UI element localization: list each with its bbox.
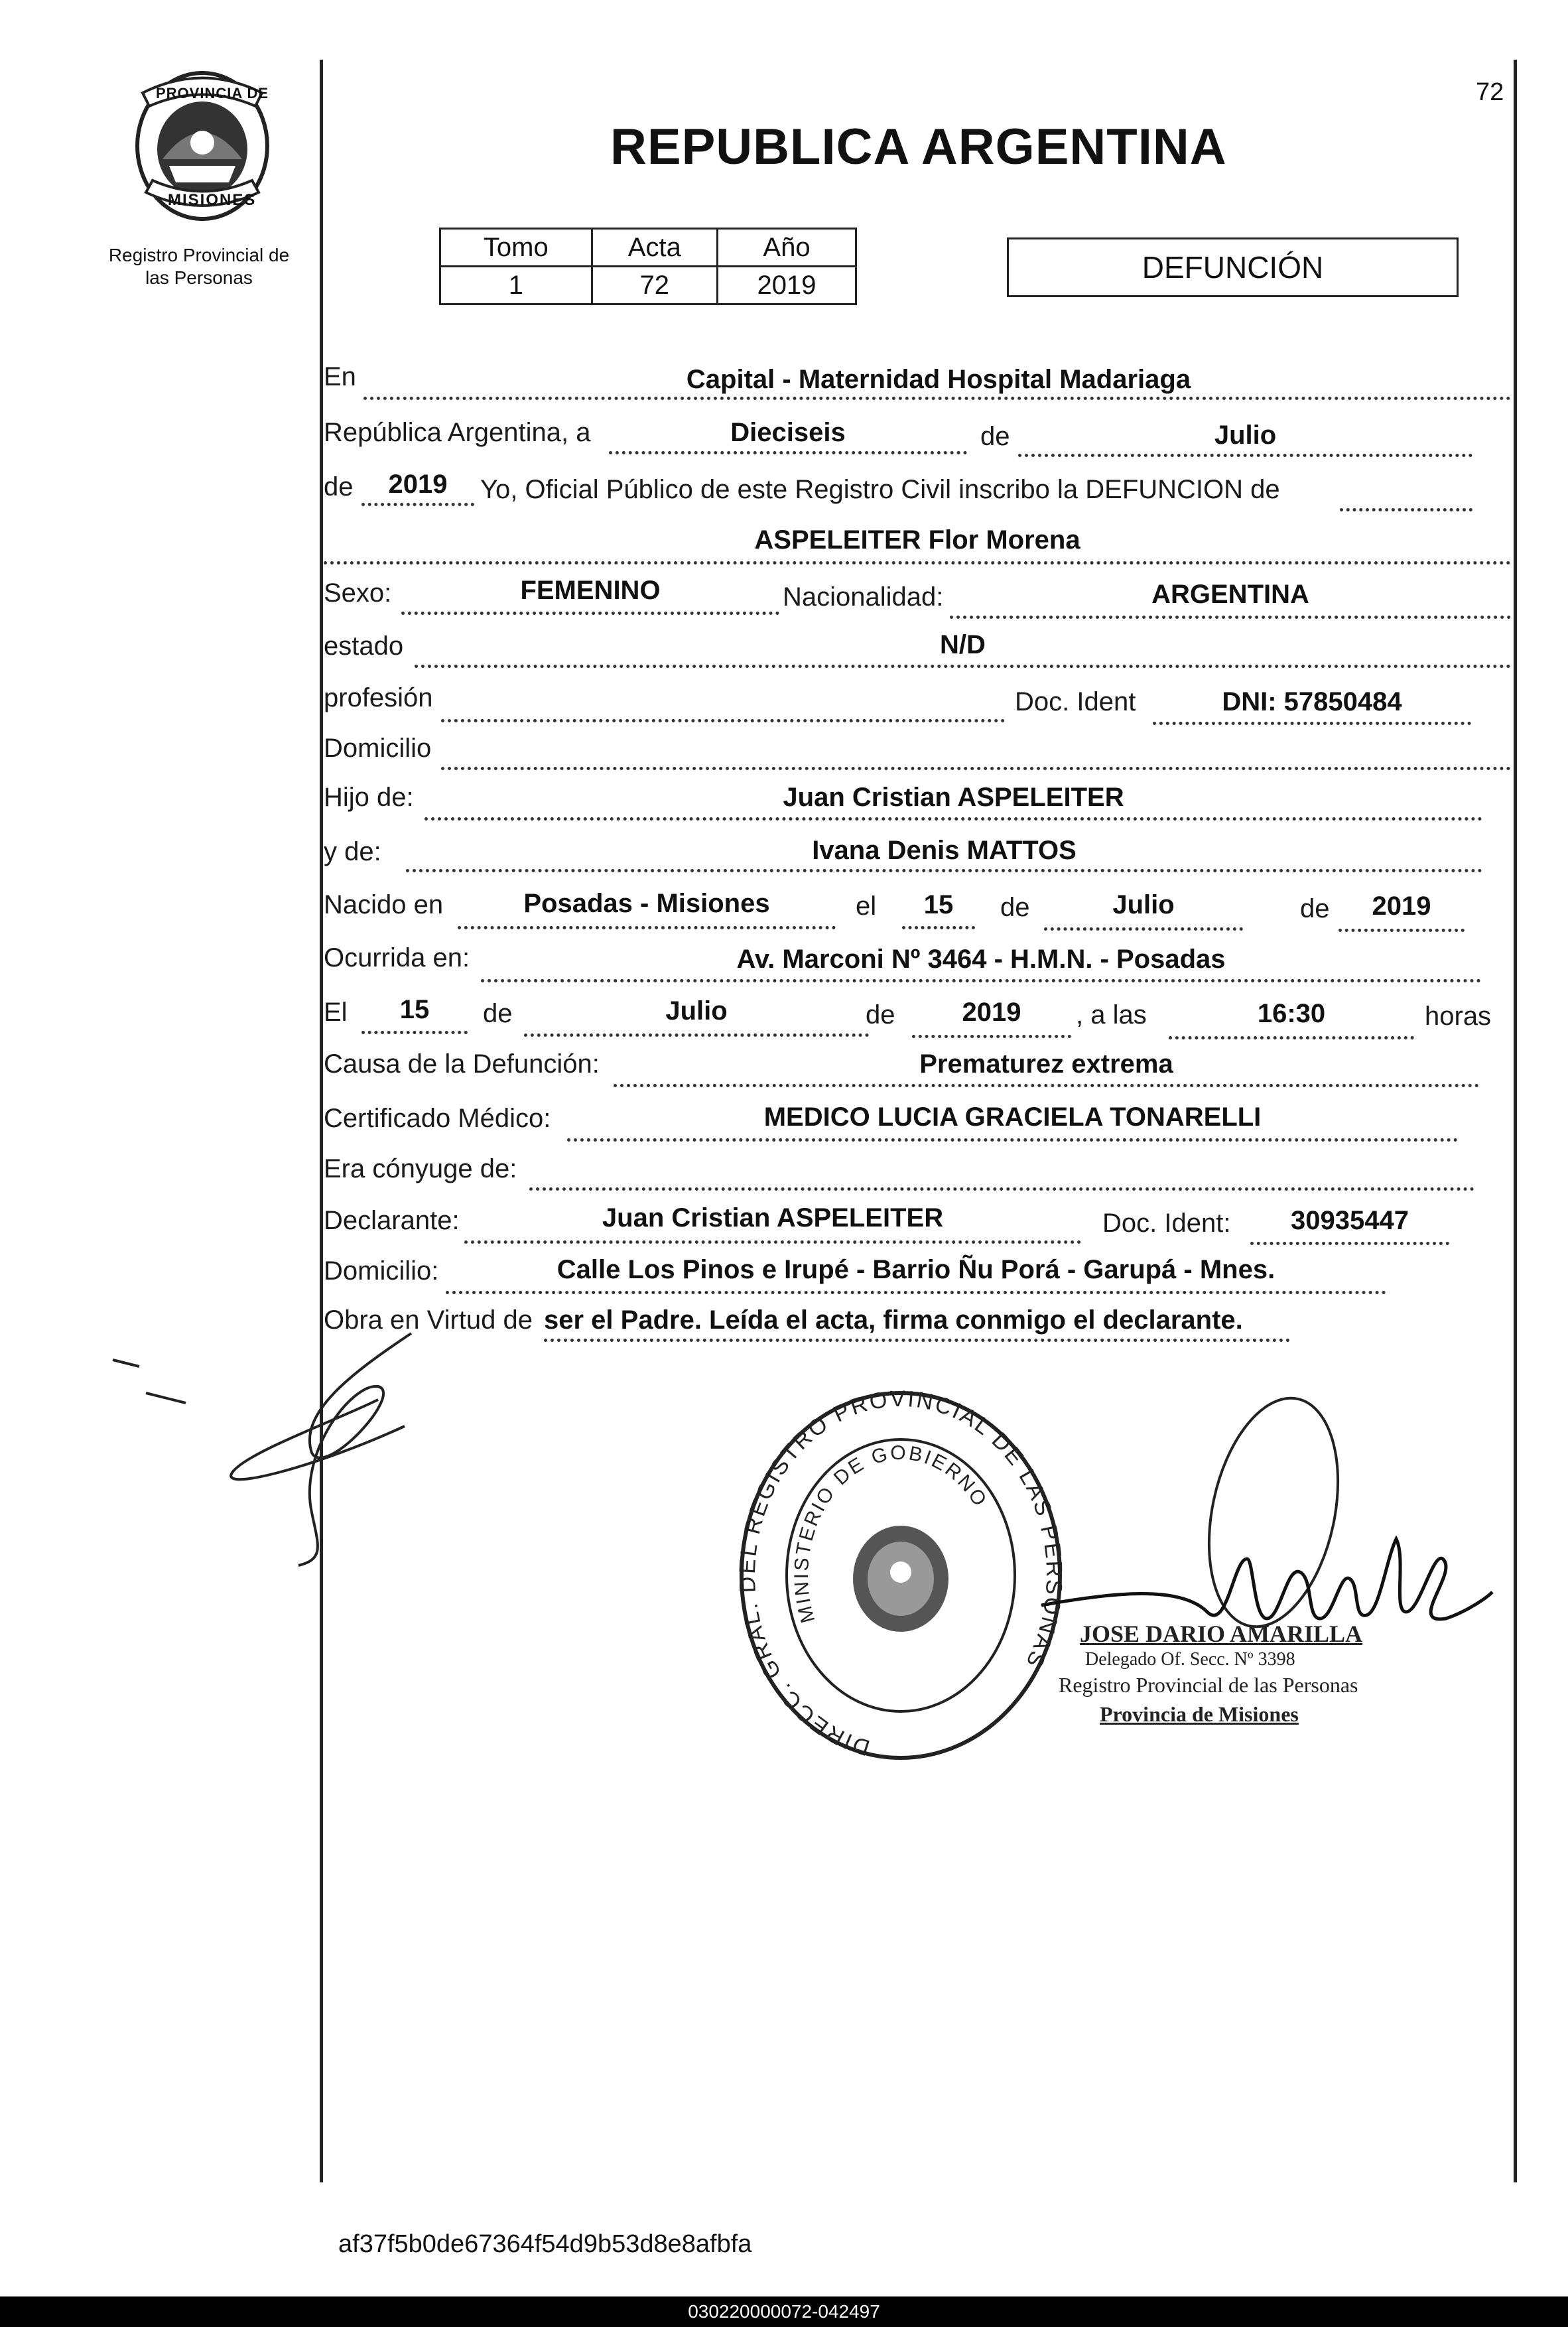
nac-dia-dots — [902, 926, 975, 929]
seal-outer-text: DIRECC. GRAL. DEL REGISTRO PROVINCIAL DE LAS PERSONAS — [735, 1390, 1067, 1761]
profesion-label: profesión — [324, 683, 433, 712]
domicilio-dots — [441, 767, 1511, 770]
anio-value: 2019 — [388, 470, 448, 499]
domicilio-label: Domicilio — [324, 734, 432, 763]
declarante-label: Declarante: — [324, 1206, 460, 1235]
en-label: En — [324, 362, 356, 391]
hora-value: 16:30 — [1257, 999, 1326, 1028]
ocurrida-label: Ocurrida en: — [324, 943, 470, 972]
horas-label: horas — [1425, 1002, 1492, 1031]
right-margin-line — [1514, 60, 1517, 2182]
conyuge-label: Era cónyuge de: — [324, 1154, 517, 1183]
record-type-label: DEFUNCIÓN — [1142, 250, 1324, 285]
page-number: 72 — [1476, 78, 1504, 106]
declarante-dots — [464, 1240, 1081, 1244]
registry-name — [86, 244, 312, 289]
de2-label: de — [324, 472, 354, 501]
fall-mes-dots — [524, 1033, 869, 1037]
yde-dots — [406, 869, 1482, 872]
conyuge-dots — [529, 1187, 1474, 1191]
certificado-label: Certificado Médico: — [324, 1104, 551, 1133]
yo-dots — [1340, 508, 1472, 511]
doc-ident2-label: Doc. Ident: — [1102, 1209, 1231, 1238]
causa-dots — [614, 1084, 1479, 1087]
en-dots — [363, 397, 1511, 400]
el2-label: El — [324, 998, 348, 1027]
logo-bottom-text: MISIONES — [168, 191, 257, 209]
nacionalidad-value: ARGENTINA — [1151, 580, 1309, 609]
dia-value: Dieciseis — [730, 418, 846, 447]
reference-table-value-row — [440, 267, 856, 304]
nombre-dots — [324, 561, 1511, 565]
official-registry: Registro Provincial de las Personas — [1059, 1673, 1358, 1697]
fall-mes-value: Julio — [665, 996, 728, 1026]
yo-text: Yo, Oficial Público de este Registro Civil inscribo la DEFUNCION de — [480, 475, 1280, 504]
yde-value: Ivana Denis MATTOS — [812, 836, 1077, 865]
nacido-label: Nacido en — [324, 890, 444, 919]
registry-line-2: las Personas — [145, 267, 253, 288]
nac-anio-dots — [1339, 929, 1465, 932]
fall-dia-dots — [361, 1031, 468, 1034]
nacionalidad-dots — [950, 616, 1511, 619]
record-type-box — [1007, 237, 1459, 297]
causa-label: Causa de la Defunción: — [324, 1049, 600, 1079]
el-label: el — [856, 892, 877, 921]
official-province: Provincia de Misiones — [1100, 1702, 1299, 1726]
yde-label: y de: — [324, 837, 381, 866]
barcode-bar — [0, 2296, 1568, 2327]
anio-header: Año — [717, 229, 856, 267]
fall-anio-dots — [912, 1035, 1071, 1038]
deceased-name: ASPELEITER Flor Morena — [754, 525, 1080, 555]
tomo-header: Tomo — [440, 229, 592, 267]
document-hash: af37f5b0de67364f54d9b53d8e8afbfa — [338, 2230, 752, 2258]
mes-dots — [1018, 454, 1472, 457]
hora-dots — [1169, 1036, 1414, 1039]
doc-ident-label: Doc. Ident — [1015, 687, 1136, 716]
fall-de2-label: de — [866, 1000, 895, 1030]
nac-de2-label: de — [1300, 894, 1330, 923]
fall-anio-value: 2019 — [962, 998, 1021, 1027]
domicilio2-label: Domicilio: — [324, 1256, 439, 1286]
obra-label: Obra en Virtud de — [324, 1305, 533, 1335]
hijo-value: Juan Cristian ASPELEITER — [783, 783, 1124, 812]
seal-inner-text: MINISTERIO DE GOBIERNO — [790, 1441, 992, 1625]
obra-value: ser el Padre. Leída el acta, firma conmigo el declarante. — [544, 1305, 1243, 1335]
de-label: de — [980, 422, 1010, 451]
obra-dots — [544, 1339, 1290, 1342]
acta-value: 72 — [592, 267, 717, 304]
official-name: JOSE DARIO AMARILLA — [1080, 1621, 1363, 1647]
nac-mes-value: Julio — [1112, 890, 1175, 919]
doc-ident-value: DNI: 57850484 — [1222, 687, 1402, 716]
certificado-value: MEDICO LUCIA GRACIELA TONARELLI — [763, 1102, 1262, 1132]
estado-label: estado — [324, 632, 404, 661]
hijo-label: Hijo de: — [324, 783, 414, 812]
fall-dia-value: 15 — [399, 995, 430, 1024]
hijo-dots — [425, 817, 1482, 821]
nac-de1-label: de — [1000, 893, 1030, 922]
doc-ident2-dots — [1250, 1242, 1449, 1245]
acta-header: Acta — [592, 229, 717, 267]
sexo-label: Sexo: — [324, 578, 392, 608]
doc-ident2-value: 30935447 — [1291, 1206, 1409, 1235]
nac-mes-dots — [1044, 927, 1243, 931]
logo-top-text: PROVINCIA DE — [156, 85, 269, 101]
nacionalidad-label: Nacionalidad: — [783, 582, 944, 612]
declarant-signature — [99, 1320, 497, 1585]
ocurrida-value: Av. Marconi Nº 3464 - H.M.N. - Posadas — [736, 945, 1226, 974]
anio-dots — [361, 503, 474, 506]
nac-dia-value: 15 — [923, 890, 954, 919]
barcode-text: 030220000072-042497 — [688, 2301, 880, 2322]
doc-ident-dots — [1153, 722, 1471, 725]
profesion-dots — [441, 719, 1005, 722]
sexo-value: FEMENINO — [520, 576, 661, 605]
nacido-dots — [458, 926, 836, 929]
official-seal — [735, 1390, 1067, 1768]
domicilio2-value: Calle Los Pinos e Irupé - Barrio Ñu Porá - Garupá - Mnes. — [556, 1255, 1275, 1284]
reference-table — [439, 228, 857, 305]
province-logo — [129, 66, 275, 226]
ocurrida-dots — [481, 979, 1481, 982]
nacido-value: Posadas - Misiones — [523, 889, 770, 918]
certificado-dots — [567, 1138, 1458, 1142]
nac-anio-value: 2019 — [1372, 892, 1431, 921]
estado-dots — [415, 665, 1511, 668]
republica-label: República Argentina, a — [324, 418, 591, 447]
tomo-value: 1 — [440, 267, 592, 304]
mes-value: Julio — [1214, 421, 1277, 450]
declarante-value: Juan Cristian ASPELEITER — [602, 1203, 944, 1232]
page-title: REPUBLICA ARGENTINA — [610, 119, 1227, 175]
sexo-dots — [401, 612, 779, 615]
anio-value: 2019 — [717, 267, 856, 304]
dia-dots — [609, 451, 967, 454]
official-title: Delegado Of. Secc. Nº 3398 — [1085, 1649, 1295, 1670]
alas-label: , a las — [1076, 1000, 1147, 1030]
en-value: Capital - Maternidad Hospital Madariaga — [686, 365, 1191, 394]
fall-de1-label: de — [483, 999, 513, 1028]
causa-value: Prematurez extrema — [919, 1049, 1173, 1079]
domicilio2-dots — [446, 1291, 1386, 1294]
reference-table-header-row — [440, 229, 856, 267]
estado-value: N/D — [940, 630, 986, 659]
registry-line-1: Registro Provincial de — [108, 245, 290, 265]
left-margin-line — [320, 60, 323, 2182]
